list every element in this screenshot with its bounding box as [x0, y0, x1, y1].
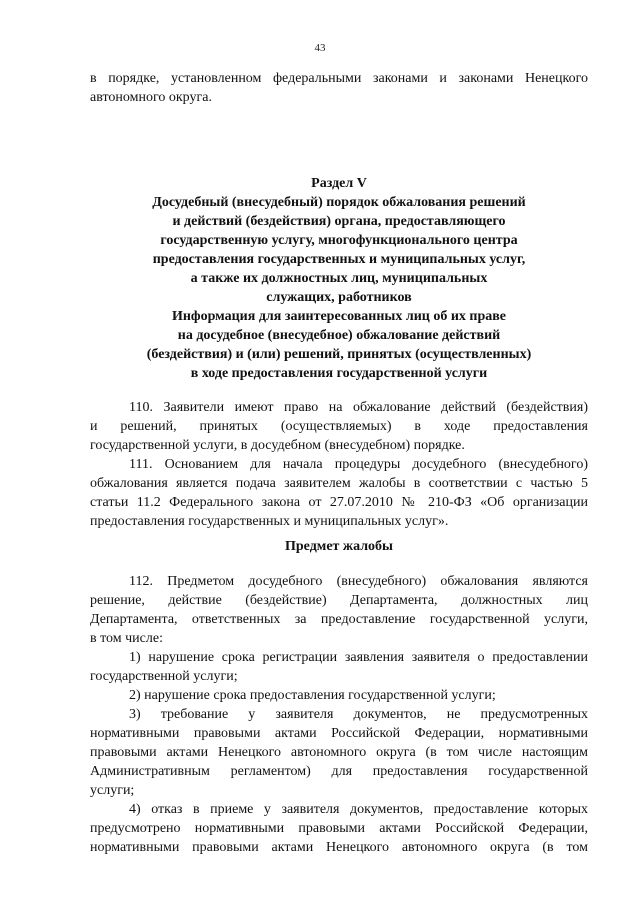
- paragraph-110-line: и решений, принятых (осуществляемых) в ходе предоставления: [90, 419, 588, 434]
- paragraph-112-line: решение, действие (бездействие) Департамента, должностных лиц: [90, 593, 588, 608]
- paragraph-112-line: 112. Предметом досудебного (внесудебного) обжалования являются: [129, 574, 588, 589]
- section-heading-line: а также их должностных лиц, муниципальных: [190, 271, 488, 286]
- paragraph-111-line: статьи 11.2 Федерального закона от 27.07.2010 № 210-ФЗ «Об организации: [90, 495, 588, 510]
- info-heading: [90, 307, 588, 383]
- paragraph-110-line: 110. Заявители имеют право на обжалование действий (бездействия): [129, 400, 588, 415]
- subject-heading-block: [90, 537, 588, 556]
- page-number: 43: [314, 42, 326, 54]
- info-heading-line: в ходе предоставления государственной услуги: [190, 366, 488, 381]
- section-title: Раздел V: [311, 176, 367, 191]
- list-item-3-line: услуги;: [90, 783, 135, 798]
- section-heading: [90, 174, 588, 307]
- list-item-4-line: 4) отказ в приеме у заявителя документов, предоставление которых: [129, 802, 588, 817]
- paragraphs-110-111: [90, 398, 588, 531]
- text-line: автономного округа.: [90, 90, 212, 105]
- paragraph-112-list: [90, 572, 588, 857]
- info-heading-line: на досудебное (внесудебное) обжалование действий: [177, 328, 501, 343]
- paragraph-111-line: обжалования является подача заявителем жалобы в соответствии с частью 5: [90, 476, 588, 491]
- paragraph-111-line: 111. Основанием для начала процедуры досудебного (внесудебного): [129, 457, 588, 472]
- list-item-2-line: 2) нарушение срока предоставления государственной услуги;: [129, 688, 496, 703]
- text-line: в порядке, установленном федеральными законами и законами Ненецкого: [90, 71, 588, 86]
- paragraph-111-line: предоставления государственных и муниципальных услуг».: [90, 514, 449, 529]
- section-heading-line: предоставления государственных и муниципальных услуг,: [152, 252, 526, 267]
- section-heading-line: и действий (бездействия) органа, предоставляющего: [172, 214, 506, 229]
- info-heading-line: Информация для заинтересованных лиц об их праве: [171, 309, 507, 324]
- section-heading-line: Досудебный (внесудебный) порядок обжалования решений: [152, 195, 526, 210]
- paragraph-112-line: в том числе:: [90, 631, 163, 646]
- paragraph-110-line: государственной услуги, в досудебном (внесудебном) порядке.: [90, 438, 465, 453]
- list-item-3-line: Административным регламентом) для предоставления государственной: [90, 764, 588, 779]
- section-heading-line: государственную услугу, многофункционального центра: [160, 233, 518, 248]
- list-item-3-line: правовыми актами Ненецкого автономного округа (в том числе настоящим: [90, 745, 588, 760]
- list-item-1-line: государственной услуги;: [90, 669, 238, 684]
- list-item-3-line: нормативными правовыми актами Российской Федерации, нормативными: [90, 726, 588, 741]
- list-item-3-line: 3) требование у заявителя документов, не предусмотренных: [129, 707, 588, 722]
- list-item-4-line: предусмотрено нормативными правовыми актами Российской Федерации,: [90, 821, 588, 836]
- list-item-1-line: 1) нарушение срока регистрации заявления заявителя о предоставлении: [129, 650, 588, 665]
- paragraph-112-line: Департамента, ответственных за предоставление государственной услуги,: [90, 612, 588, 627]
- list-item-4-line: нормативными правовыми актами Ненецкого автономного округа (в том: [90, 840, 588, 855]
- lead-paragraph: [90, 69, 588, 107]
- section-heading-line: служащих, работников: [266, 290, 412, 305]
- subject-heading: Предмет жалобы: [285, 539, 393, 554]
- info-heading-line: (бездействия) и (или) решений, принятых (осуществленных): [146, 347, 532, 362]
